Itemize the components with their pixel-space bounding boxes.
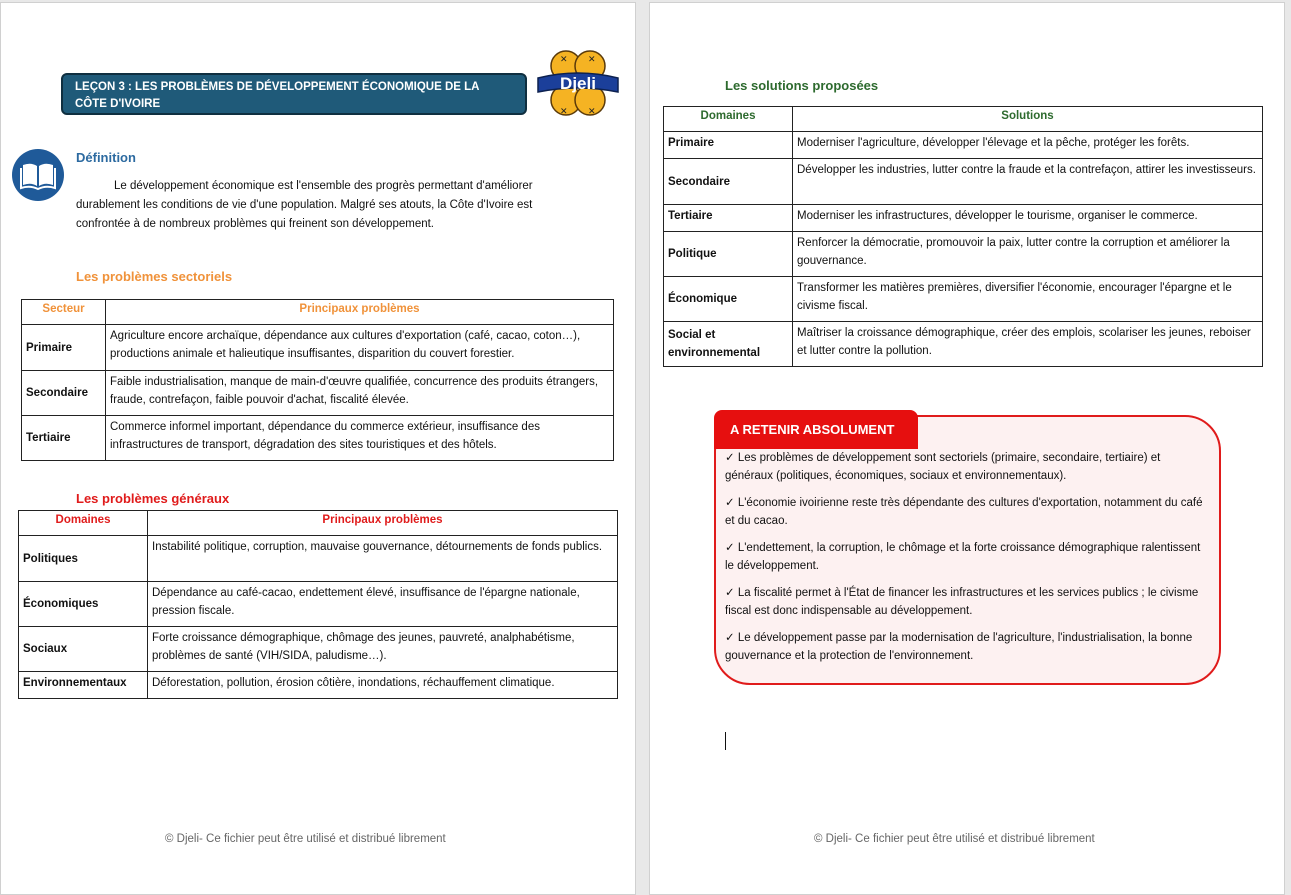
row-text: Instabilité politique, corruption, mauvaise gouvernance, détournements de fonds publics. bbox=[148, 536, 618, 582]
logo-text: Djeli bbox=[560, 74, 596, 93]
row-text: Moderniser les infrastructures, développer le tourisme, organiser le commerce. bbox=[793, 205, 1263, 232]
table-row bbox=[19, 536, 618, 582]
retain-item: ✓ La fiscalité permet à l'État de financer les infrastructures et les services publics ; le civisme fiscal est donc indispensable au développement. bbox=[725, 587, 1199, 617]
svg-text:✕: ✕ bbox=[588, 107, 596, 117]
table-header: Secteur bbox=[22, 300, 106, 325]
row-label: Secondaire bbox=[664, 159, 793, 205]
row-label: Primaire bbox=[664, 132, 793, 159]
table-row bbox=[22, 325, 614, 371]
row-text: Moderniser l'agriculture, développer l'élevage et la pêche, protéger les forêts. bbox=[793, 132, 1263, 159]
row-text: Dépendance au café-cacao, endettement élevé, insuffisance de l'épargne nationale, pression fiscale. bbox=[148, 582, 618, 627]
table-header: Domaines bbox=[664, 107, 793, 132]
retain-list bbox=[725, 449, 1205, 674]
row-text: Commerce informel important, dépendance du commerce extérieur, insuffisance des infrastructures de transport, dégradation des sites touristiques et des hôtels. bbox=[106, 416, 614, 461]
row-text: Agriculture encore archaïque, dépendance aux cultures d'exportation (café, cacao, coton…), productions animale et halieutique insuffisantes, disparition du couvert forestier. bbox=[106, 325, 614, 371]
table-header: Solutions bbox=[793, 107, 1263, 132]
footer-text: © Djeli- Ce fichier peut être utilisé et distribué librement bbox=[165, 833, 446, 845]
lesson-title: LEÇON 3 : LES PROBLÈMES DE DÉVELOPPEMENT ÉCONOMIQUE DE LA CÔTE D'IVOIRE bbox=[61, 73, 527, 115]
row-label: Tertiaire bbox=[22, 416, 106, 461]
row-label: Secondaire bbox=[22, 371, 106, 416]
table-row bbox=[664, 205, 1263, 232]
footer-text: © Djeli- Ce fichier peut être utilisé et distribué librement bbox=[814, 833, 1095, 845]
table-row bbox=[19, 582, 618, 627]
row-label: Tertiaire bbox=[664, 205, 793, 232]
definition-heading: Définition bbox=[76, 150, 136, 165]
row-label: Politiques bbox=[19, 536, 148, 582]
definition-text: Le développement économique est l'ensemble des progrès permettant d'améliorer durablement les conditions de vie d'une population. Malgré ses atouts, la Côte d'Ivoire est confrontée à de nombreux problèmes qui freinent son développement. bbox=[76, 180, 533, 230]
table-row bbox=[664, 132, 1263, 159]
solutions-heading: Les solutions proposées bbox=[725, 78, 879, 93]
retain-item: ✓ Le développement passe par la modernisation de l'agriculture, l'industrialisation, la bonne gouvernance et la protection de l'environnement. bbox=[725, 632, 1193, 662]
row-text: Renforcer la démocratie, promouvoir la paix, lutter contre la corruption et améliorer la gouvernance. bbox=[793, 232, 1263, 277]
general-heading: Les problèmes généraux bbox=[76, 491, 230, 506]
table-row bbox=[19, 627, 618, 672]
row-label: Sociaux bbox=[19, 627, 148, 672]
row-text: Transformer les matières premières, diversifier l'économie, encourager l'épargne et le civisme fiscal. bbox=[793, 277, 1263, 322]
table-row bbox=[22, 371, 614, 416]
sectoral-table bbox=[21, 299, 614, 461]
table-row bbox=[22, 416, 614, 461]
svg-text:✕: ✕ bbox=[560, 55, 568, 65]
row-text: Déforestation, pollution, érosion côtière, inondations, réchauffement climatique. bbox=[148, 672, 618, 699]
table-row bbox=[664, 322, 1263, 367]
djeli-logo bbox=[536, 48, 620, 120]
row-label: Économique bbox=[664, 277, 793, 322]
row-text: Forte croissance démographique, chômage des jeunes, pauvreté, analphabétisme, problèmes de santé (VIH/SIDA, paludisme…). bbox=[148, 627, 618, 672]
table-row bbox=[664, 277, 1263, 322]
row-label: Social et environnemental bbox=[664, 322, 793, 367]
row-text: Développer les industries, lutter contre la fraude et la contrefaçon, attirer les investisseurs. bbox=[793, 159, 1263, 205]
retain-item: ✓ Les problèmes de développement sont sectoriels (primaire, secondaire, tertiaire) et généraux (politiques, économiques, sociaux et environnementaux). bbox=[725, 452, 1161, 482]
general-table bbox=[18, 510, 618, 699]
row-label: Politique bbox=[664, 232, 793, 277]
table-header: Principaux problèmes bbox=[106, 300, 614, 325]
table-row bbox=[664, 232, 1263, 277]
row-label: Environnementaux bbox=[19, 672, 148, 699]
retain-item: ✓ L'économie ivoirienne reste très dépendante des cultures d'exportation, notamment du café et du cacao. bbox=[725, 497, 1203, 527]
table-header: Principaux problèmes bbox=[148, 511, 618, 536]
svg-text:✕: ✕ bbox=[588, 55, 596, 65]
retain-item: ✓ L'endettement, la corruption, le chômage et la forte croissance démographique ralentissent le développement. bbox=[725, 542, 1201, 572]
sectoral-heading: Les problèmes sectoriels bbox=[76, 269, 233, 284]
row-text: Maîtriser la croissance démographique, créer des emplois, scolariser les jeunes, reboiser et lutter contre la pollution. bbox=[793, 322, 1263, 367]
row-label: Primaire bbox=[22, 325, 106, 371]
open-book-icon bbox=[11, 148, 65, 202]
text-cursor[interactable] bbox=[725, 732, 726, 750]
table-header: Domaines bbox=[19, 511, 148, 536]
table-row bbox=[664, 159, 1263, 205]
retain-title: A RETENIR ABSOLUMENT bbox=[714, 410, 918, 449]
solutions-table bbox=[663, 106, 1263, 367]
row-label: Économiques bbox=[19, 582, 148, 627]
svg-text:✕: ✕ bbox=[560, 107, 568, 117]
row-text: Faible industrialisation, manque de main-d'œuvre qualifiée, concurrence des produits étrangers, fraude, contrefaçon, faible pouvoir d'achat, fiscalité élevée. bbox=[106, 371, 614, 416]
table-row bbox=[19, 672, 618, 699]
